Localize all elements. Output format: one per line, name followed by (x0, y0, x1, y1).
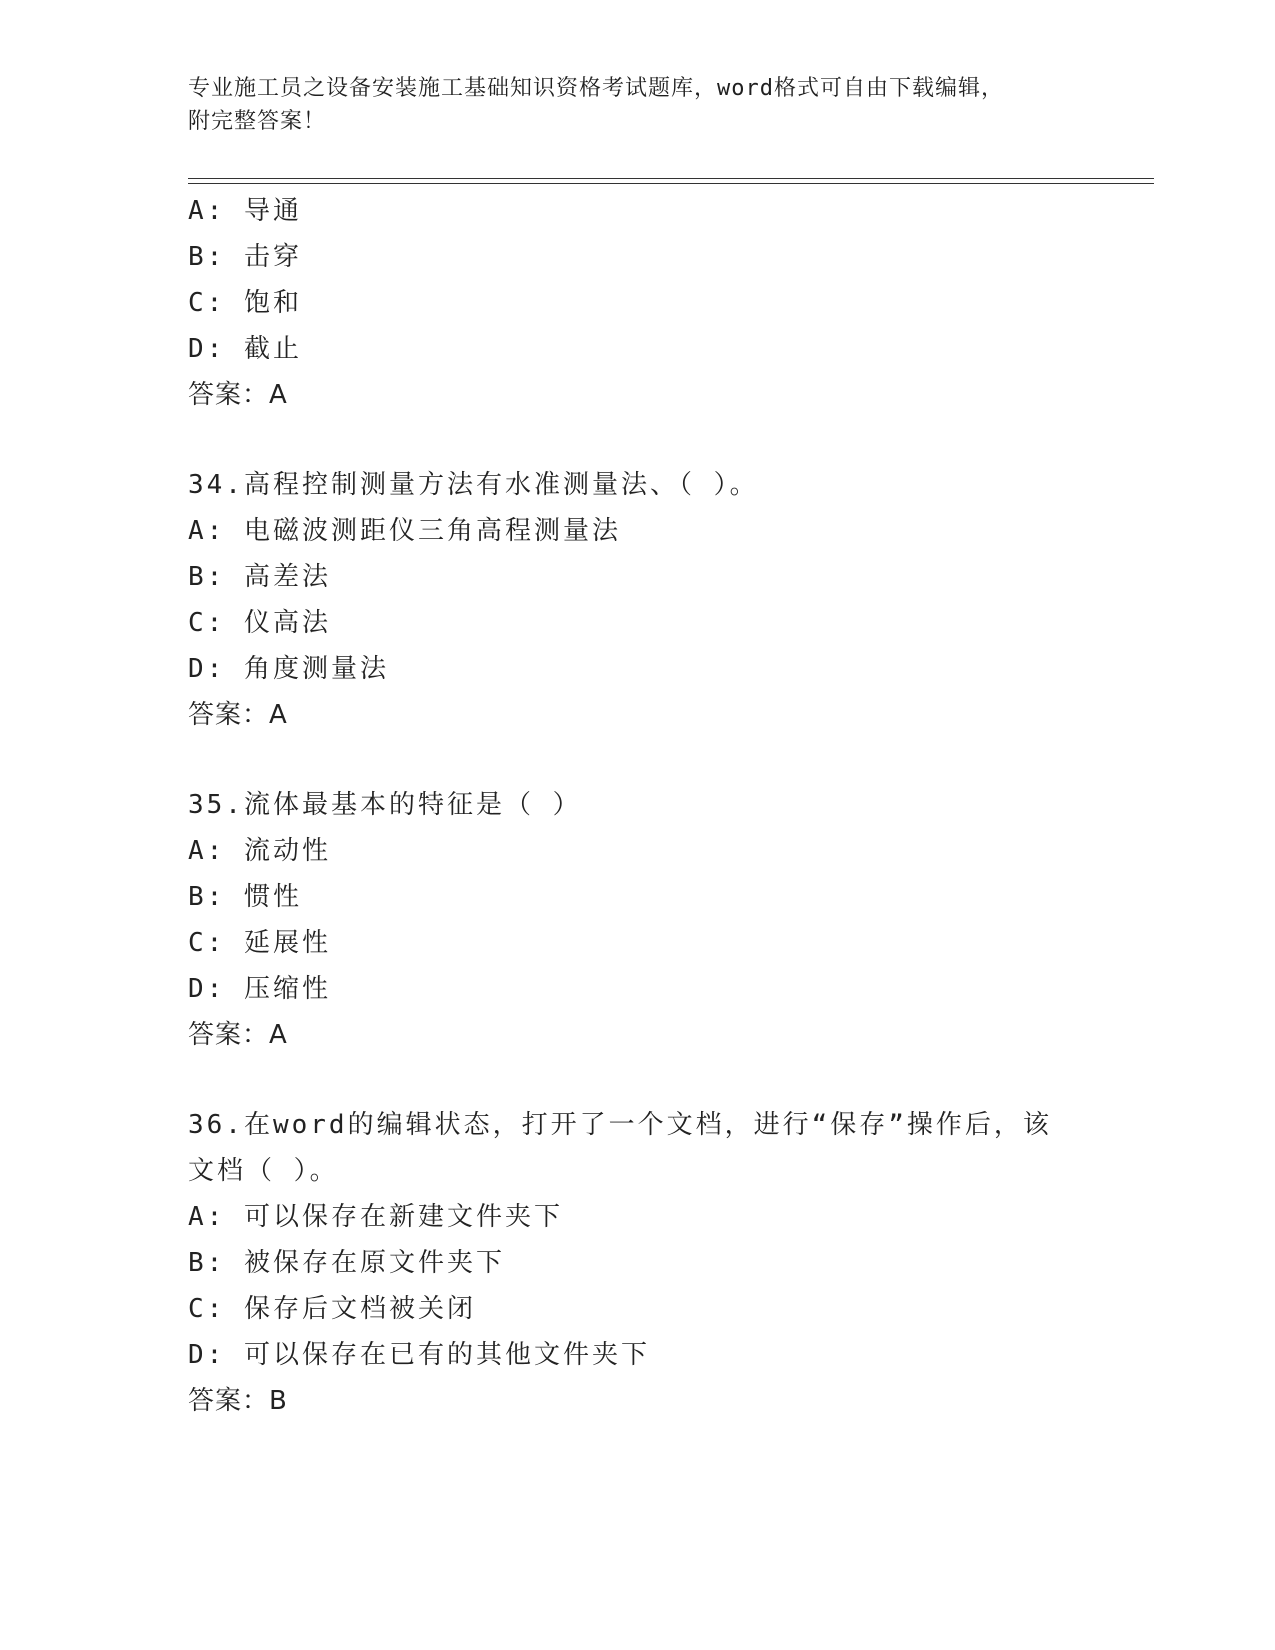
question-list (188, 188, 1088, 1424)
question-35 (188, 782, 1088, 1058)
option-d: D: 截止 (188, 334, 302, 364)
question-title: 35.流体最基本的特征是（ ） (188, 790, 582, 820)
header-line-1: 专业施工员之设备安装施工基础知识资格考试题库，word格式可自由下载编辑， (188, 76, 1004, 101)
question-title-line-2: 文档（ ）。 (188, 1156, 339, 1186)
document-header (188, 72, 1068, 138)
answer-line: 答案：A (188, 380, 288, 410)
question-title: 34.高程控制测量方法有水准测量法、（ ）。 (188, 470, 759, 500)
option-d: D: 角度测量法 (188, 654, 389, 684)
answer-line: 答案：A (188, 700, 288, 730)
option-b: B: 高差法 (188, 562, 331, 592)
spacer (188, 418, 1088, 462)
question-title-line-1: 36.在word的编辑状态，打开了一个文档，进行“保存”操作后，该 (188, 1110, 1052, 1140)
option-c: C: 饱和 (188, 288, 302, 318)
option-c: C: 仪高法 (188, 608, 331, 638)
header-divider-top (188, 178, 1154, 179)
question-36 (188, 1102, 1088, 1424)
option-b: B: 击穿 (188, 242, 302, 272)
header-divider-bottom (188, 183, 1154, 184)
spacer (188, 1058, 1088, 1102)
option-a: A: 流动性 (188, 836, 331, 866)
option-b: B: 被保存在原文件夹下 (188, 1248, 505, 1278)
header-line-2: 附完整答案！ (188, 109, 327, 134)
question-block-prev (188, 188, 1088, 418)
option-a: A: 导通 (188, 196, 302, 226)
option-c: C: 保存后文档被关闭 (188, 1294, 476, 1324)
question-34 (188, 462, 1088, 738)
option-a: A: 电磁波测距仪三角高程测量法 (188, 516, 621, 546)
option-d: D: 可以保存在已有的其他文件夹下 (188, 1340, 650, 1370)
answer-line: 答案：B (188, 1386, 288, 1416)
option-c: C: 延展性 (188, 928, 331, 958)
option-d: D: 压缩性 (188, 974, 331, 1004)
option-a: A: 可以保存在新建文件夹下 (188, 1202, 563, 1232)
answer-line: 答案：A (188, 1020, 288, 1050)
spacer (188, 738, 1088, 782)
option-b: B: 惯性 (188, 882, 302, 912)
